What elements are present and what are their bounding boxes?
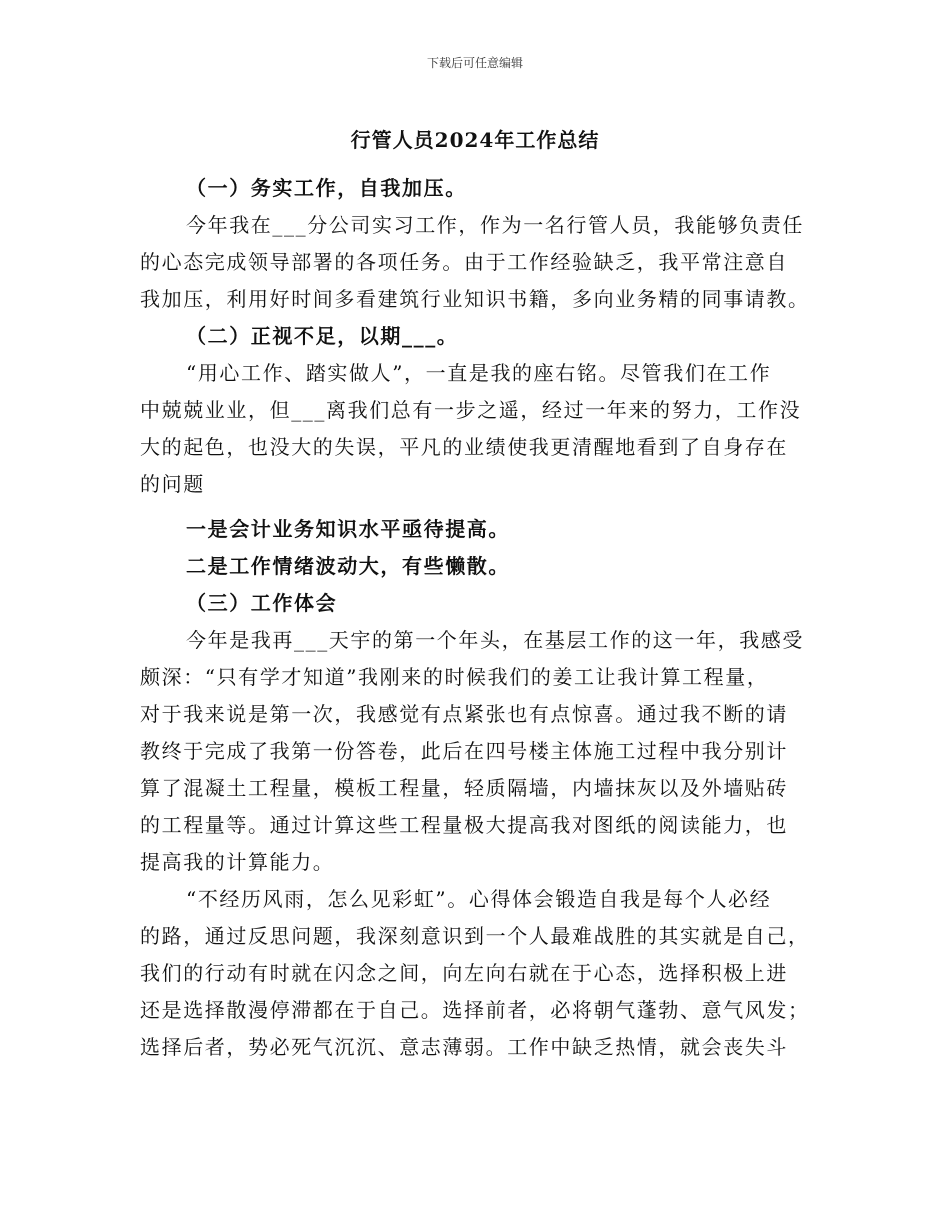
paragraph-line: 的路，通过反思问题，我深刻意识到一个人最难战胜的其实就是自己，	[140, 924, 810, 948]
paragraph-line: 今年我在___分公司实习工作，作为一名行管人员，我能够负责任	[186, 213, 804, 237]
heading-section-2: （二）正视不足，以期___。	[186, 324, 459, 348]
paragraph-line: 选择后者，势必死气沉沉、意志薄弱。工作中缺乏热情，就会丧失斗	[140, 1035, 788, 1059]
document-title: 行管人员2024年工作总结	[350, 128, 600, 152]
heading-section-1: （一）务实工作，自我加压。	[186, 176, 467, 200]
paragraph-line: “用心工作、踏实做人”，一直是我的座右铭。尽管我们在工作	[186, 361, 772, 385]
document-body	[140, 170, 830, 1066]
paragraph-line: 的心态完成领导部署的各项任务。由于工作经验缺乏，我平常注意自	[140, 250, 788, 274]
paragraph-line: 算了混凝土工程量，模板工程量，轻质隔墙，内墙抹灰以及外墙贴砖	[140, 776, 788, 800]
paragraph-line: 中兢兢业业，但___离我们总有一步之遥，经过一年来的努力，工作没	[140, 398, 802, 422]
paragraph-line: 我们的行动有时就在闪念之间，向左向右就在于心态，选择积极上进	[140, 961, 788, 985]
heading-section-3: （三）工作体会	[186, 591, 338, 615]
header-note: 下载后可任意编辑	[426, 56, 523, 70]
paragraph-line: 教终于完成了我第一份答卷，此后在四号楼主体施工过程中我分别计	[140, 739, 788, 763]
paragraph-line: 颇深：“只有学才知道”我刚来的时候我们的姜工让我计算工程量，	[140, 665, 769, 689]
point-one: 一是会计业务知识水平亟待提高。	[186, 517, 510, 541]
paragraph-line: 的工程量等。通过计算这些工程量极大提高我对图纸的阅读能力，也	[140, 813, 788, 837]
point-two: 二是工作情绪波动大，有些懒散。	[186, 554, 510, 578]
paragraph-line: “不经历风雨，怎么见彩虹”。心得体会锻造自我是每个人必经	[186, 887, 772, 911]
paragraph-line: 还是选择散漫停滞都在于自己。选择前者，必将朝气蓬勃、意气风发；	[140, 998, 810, 1022]
paragraph-line: 对于我来说是第一次，我感觉有点紧张也有点惊喜。通过我不断的请	[140, 702, 788, 726]
paragraph-line: 我加压，利用好时间多看建筑行业知识书籍，多向业务精的同事请教。	[140, 287, 810, 311]
paragraph-line: 提高我的计算能力。	[140, 850, 335, 874]
paragraph-line: 大的起色，也没大的失误，平凡的业绩使我更清醒地看到了自身存在	[140, 435, 788, 459]
paragraph-line: 的问题	[140, 472, 205, 496]
paragraph-line: 今年是我再___天宇的第一个年头，在基层工作的这一年，我感受	[186, 628, 804, 652]
